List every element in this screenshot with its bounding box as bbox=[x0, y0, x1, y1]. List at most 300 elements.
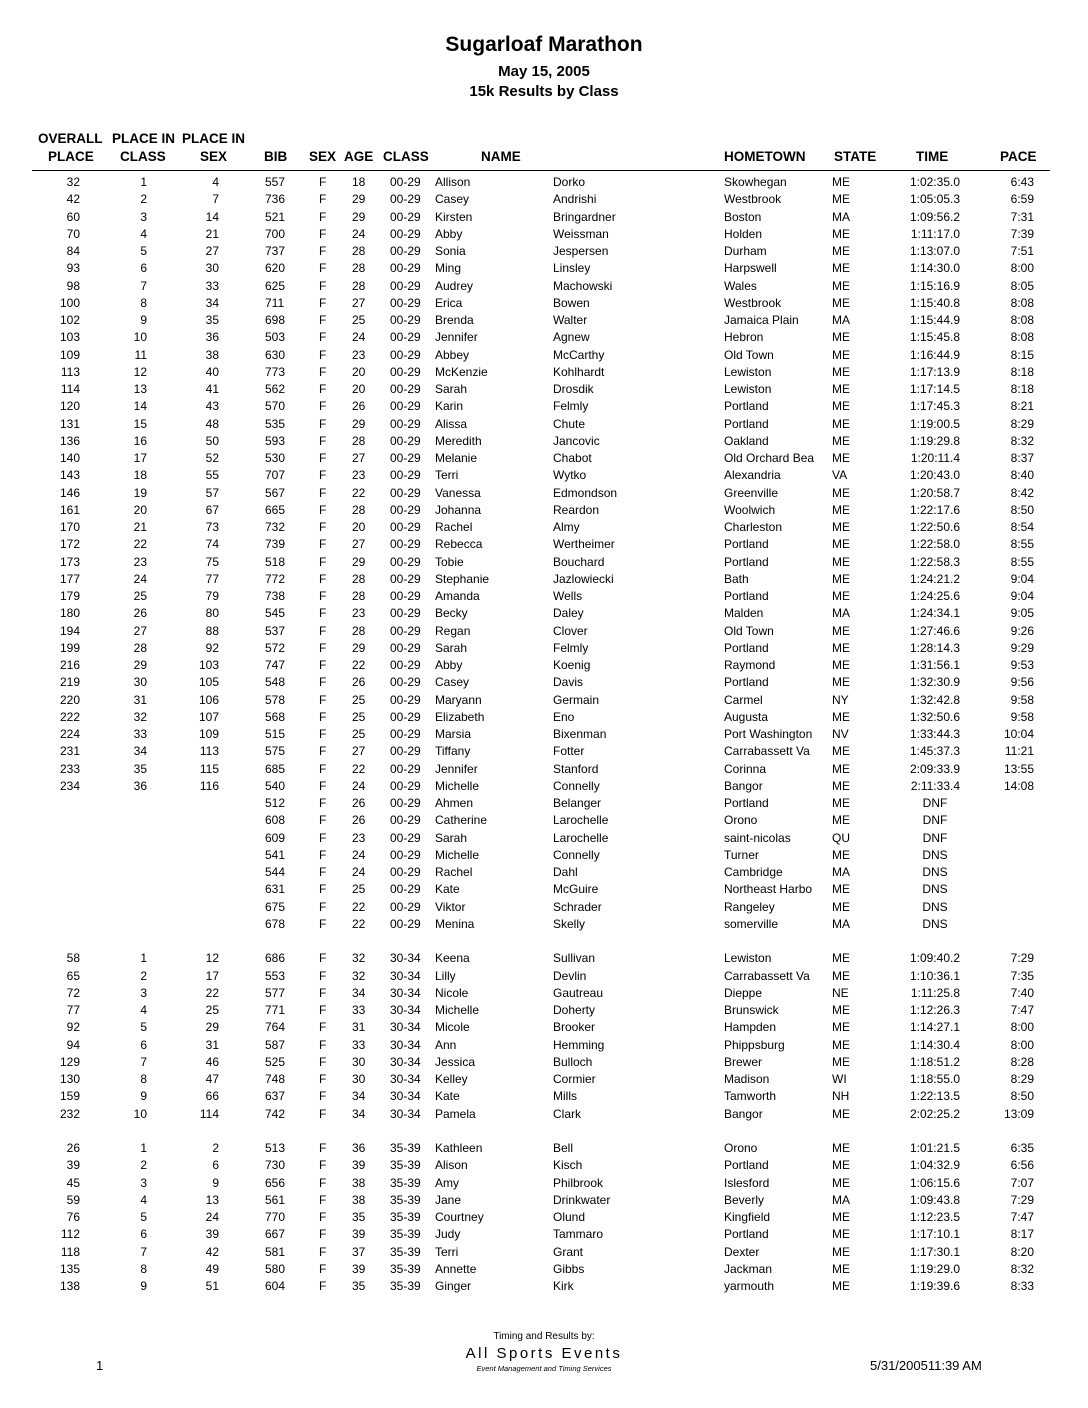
cell-class-place: 9 bbox=[140, 313, 147, 327]
cell-class: 00-29 bbox=[390, 468, 421, 483]
cell-class: 35-39 bbox=[390, 1227, 421, 1242]
cell-hometown: Corinna bbox=[724, 761, 767, 776]
cell-pace: 8:00 bbox=[1010, 261, 1034, 276]
cell-age: 39 bbox=[352, 1261, 366, 1276]
table-row bbox=[0, 1140, 1088, 1157]
cell-hometown: Carmel bbox=[724, 692, 763, 707]
cell-state: ME bbox=[832, 1003, 850, 1017]
cell-last-name: Drinkwater bbox=[553, 1192, 611, 1207]
cell-first-name: Rachel bbox=[435, 865, 473, 879]
cell-class: 00-29 bbox=[390, 796, 421, 810]
cell-hometown: Jamaica Plain bbox=[724, 313, 799, 327]
cell-class: 00-29 bbox=[390, 640, 421, 655]
cell-age: 24 bbox=[352, 330, 366, 345]
table-row bbox=[0, 1278, 1088, 1295]
cell-first-name: Jennifer bbox=[435, 330, 478, 345]
cell-hometown: Greenville bbox=[724, 485, 779, 500]
cell-sex-place: 88 bbox=[205, 623, 219, 638]
cell-hometown: Portland bbox=[724, 1227, 769, 1242]
cell-bib: 748 bbox=[265, 1072, 286, 1086]
cell-state: NV bbox=[832, 727, 849, 741]
cell-state: ME bbox=[832, 416, 850, 431]
cell-sex: F bbox=[319, 589, 327, 603]
cell-age: 18 bbox=[352, 175, 366, 189]
cell-class-place: 9 bbox=[140, 1089, 147, 1104]
cell-class: 00-29 bbox=[390, 571, 421, 586]
cell-first-name: Regan bbox=[435, 623, 471, 638]
cell-class-place: 1 bbox=[140, 951, 147, 966]
cell-last-name: Bell bbox=[553, 1141, 574, 1155]
cell-sex-place: 50 bbox=[205, 433, 219, 448]
cell-overall-place: 113 bbox=[60, 364, 80, 379]
cell-sex: F bbox=[319, 623, 327, 638]
cell-time: 1:19:00.5 bbox=[909, 416, 960, 431]
cell-first-name: Jane bbox=[435, 1192, 462, 1207]
cell-class: 00-29 bbox=[390, 278, 421, 293]
cell-sex-place: 55 bbox=[205, 468, 219, 483]
cell-last-name: Grant bbox=[553, 1244, 584, 1259]
cell-bib: 503 bbox=[265, 330, 286, 345]
cell-state: ME bbox=[832, 261, 850, 276]
cell-overall-place: 161 bbox=[59, 502, 80, 517]
cell-sex-place: 52 bbox=[205, 451, 219, 465]
cell-first-name: Meredith bbox=[435, 433, 482, 448]
cell-hometown: Dieppe bbox=[724, 985, 763, 1000]
cell-sex-place: 107 bbox=[198, 709, 219, 724]
cell-pace: 8:08 bbox=[1010, 295, 1034, 310]
cell-class: 00-29 bbox=[390, 813, 421, 828]
cell-overall-place: 180 bbox=[59, 606, 80, 621]
cell-bib: 771 bbox=[265, 1003, 286, 1017]
cell-hometown: Turner bbox=[724, 847, 759, 862]
cell-first-name: Sonia bbox=[435, 244, 466, 258]
cell-last-name: Tammaro bbox=[553, 1227, 604, 1242]
cell-age: 27 bbox=[352, 451, 366, 465]
cell-age: 29 bbox=[352, 640, 366, 655]
table-row bbox=[0, 329, 1088, 346]
cell-first-name: Tobie bbox=[435, 554, 464, 569]
cell-sex-place: 24 bbox=[205, 1210, 219, 1224]
cell-class: 30-34 bbox=[390, 1054, 421, 1069]
cell-overall-place: 118 bbox=[60, 1244, 80, 1259]
table-row bbox=[0, 364, 1088, 381]
cell-last-name: Gibbs bbox=[553, 1261, 585, 1276]
cell-class: 35-39 bbox=[390, 1244, 421, 1259]
cell-first-name: Kelley bbox=[435, 1072, 468, 1086]
cell-class-place: 2 bbox=[140, 1158, 147, 1173]
cell-first-name: Lilly bbox=[435, 968, 456, 983]
cell-sex: F bbox=[319, 847, 327, 862]
cell-overall-place: 234 bbox=[59, 778, 80, 793]
cell-sex: F bbox=[319, 226, 327, 241]
cell-sex: F bbox=[319, 1037, 327, 1052]
cell-first-name: Erica bbox=[435, 295, 463, 310]
cell-overall-place: 220 bbox=[59, 692, 80, 707]
cell-state: ME bbox=[832, 1020, 850, 1035]
cell-hometown: Cambridge bbox=[724, 865, 783, 879]
header-sex-place: SEX bbox=[200, 149, 228, 164]
cell-age: 25 bbox=[352, 882, 366, 897]
cell-first-name: Melanie bbox=[435, 451, 478, 465]
table-row bbox=[0, 709, 1088, 726]
table-row bbox=[0, 174, 1088, 191]
cell-sex-place: 109 bbox=[198, 727, 219, 741]
cell-overall-place: 120 bbox=[59, 399, 80, 414]
cell-sex-place: 79 bbox=[205, 589, 219, 603]
page-title: Sugarloaf Marathon bbox=[445, 33, 643, 56]
cell-sex: F bbox=[319, 1089, 327, 1104]
cell-class-place: 26 bbox=[133, 606, 147, 621]
cell-first-name: Audrey bbox=[435, 278, 474, 293]
cell-age: 24 bbox=[352, 847, 366, 862]
cell-last-name: Fotter bbox=[553, 744, 585, 759]
cell-age: 35 bbox=[352, 1210, 366, 1224]
cell-pace: 8:32 bbox=[1010, 433, 1034, 448]
cell-sex-place: 21 bbox=[205, 226, 219, 241]
cell-sex-place: 92 bbox=[205, 640, 219, 655]
table-row bbox=[0, 467, 1088, 484]
cell-overall-place: 26 bbox=[66, 1141, 80, 1155]
cell-sex: F bbox=[319, 1279, 327, 1293]
cell-first-name: Judy bbox=[435, 1227, 461, 1242]
cell-sex: F bbox=[319, 658, 327, 672]
cell-class: 00-29 bbox=[390, 623, 421, 638]
cell-age: 34 bbox=[352, 1106, 366, 1121]
cell-pace: 9:53 bbox=[1010, 658, 1034, 672]
cell-hometown: Islesford bbox=[724, 1175, 770, 1190]
cell-state: VA bbox=[832, 468, 848, 483]
cell-hometown: Portland bbox=[724, 537, 769, 552]
cell-age: 28 bbox=[352, 433, 366, 448]
cell-time: DNS bbox=[922, 865, 948, 879]
cell-class: 00-29 bbox=[390, 502, 421, 517]
cell-first-name: Courtney bbox=[435, 1210, 484, 1224]
cell-time: 1:15:45.8 bbox=[909, 330, 960, 345]
table-row bbox=[0, 571, 1088, 588]
page-subtitle: 15k Results by Class bbox=[469, 83, 619, 100]
cell-time: DNS bbox=[922, 916, 948, 931]
cell-overall-place: 130 bbox=[59, 1072, 80, 1086]
cell-state: ME bbox=[832, 778, 850, 793]
table-row bbox=[0, 1054, 1088, 1071]
cell-last-name: Philbrook bbox=[553, 1175, 604, 1190]
cell-hometown: somerville bbox=[724, 916, 779, 931]
cell-bib: 580 bbox=[265, 1261, 286, 1276]
cell-sex-place: 6 bbox=[212, 1158, 219, 1173]
cell-pace: 8:55 bbox=[1010, 554, 1034, 569]
table-row bbox=[0, 605, 1088, 622]
cell-bib: 530 bbox=[265, 451, 286, 465]
table-row bbox=[0, 847, 1088, 864]
cell-time: DNF bbox=[922, 813, 948, 828]
cell-sex: F bbox=[319, 1106, 327, 1121]
cell-state: ME bbox=[832, 1227, 850, 1242]
cell-class-place: 20 bbox=[133, 502, 147, 517]
cell-hometown: Portland bbox=[724, 640, 769, 655]
cell-state: ME bbox=[832, 1261, 850, 1276]
cell-sex-place: 7 bbox=[212, 192, 219, 207]
cell-state: QU bbox=[832, 830, 850, 845]
cell-sex-place: 114 bbox=[199, 1106, 219, 1121]
cell-last-name: Bouchard bbox=[553, 554, 605, 569]
cell-hometown: saint-nicolas bbox=[724, 830, 791, 845]
cell-overall-place: 102 bbox=[59, 313, 80, 327]
cell-overall-place: 143 bbox=[59, 468, 80, 483]
table-row bbox=[0, 398, 1088, 415]
cell-state: NE bbox=[832, 985, 849, 1000]
table-row bbox=[0, 1192, 1088, 1209]
cell-first-name: Catherine bbox=[435, 813, 488, 828]
footer-timing-label: Timing and Results by: bbox=[493, 1331, 595, 1342]
cell-pace: 6:35 bbox=[1010, 1141, 1034, 1155]
table-row bbox=[0, 726, 1088, 743]
cell-state: ME bbox=[832, 640, 850, 655]
cell-hometown: Jackman bbox=[724, 1261, 773, 1276]
cell-hometown: Portland bbox=[724, 554, 769, 569]
cell-pace: 8:50 bbox=[1010, 1089, 1034, 1104]
cell-state: ME bbox=[832, 589, 850, 603]
cell-hometown: Bangor bbox=[724, 778, 763, 793]
table-row bbox=[0, 761, 1088, 778]
cell-hometown: Kingfield bbox=[724, 1210, 771, 1224]
cell-class-place: 3 bbox=[140, 1175, 147, 1190]
cell-age: 23 bbox=[352, 468, 366, 483]
cell-age: 26 bbox=[352, 675, 366, 690]
cell-age: 30 bbox=[352, 1072, 366, 1086]
cell-class-place: 1 bbox=[140, 1141, 147, 1155]
cell-class: 00-29 bbox=[390, 761, 421, 776]
cell-sex-place: 116 bbox=[199, 778, 219, 793]
cell-sex-place: 9 bbox=[212, 1175, 219, 1190]
cell-sex-place: 30 bbox=[205, 261, 219, 276]
cell-overall-place: 59 bbox=[66, 1192, 80, 1207]
cell-sex: F bbox=[319, 244, 327, 258]
cell-overall-place: 70 bbox=[66, 226, 80, 241]
cell-class: 30-34 bbox=[390, 951, 421, 966]
table-row bbox=[0, 743, 1088, 760]
table-row bbox=[0, 1157, 1088, 1174]
cell-hometown: Lewiston bbox=[724, 364, 772, 379]
table-row bbox=[0, 881, 1088, 898]
cell-pace: 8:08 bbox=[1010, 313, 1034, 327]
cell-class: 00-29 bbox=[390, 658, 421, 672]
cell-class-place: 35 bbox=[133, 761, 147, 776]
cell-state: ME bbox=[832, 1244, 850, 1259]
cell-overall-place: 233 bbox=[59, 761, 80, 776]
cell-age: 31 bbox=[352, 1020, 366, 1035]
cell-sex-place: 38 bbox=[205, 347, 219, 362]
cell-last-name: Agnew bbox=[553, 330, 590, 345]
table-row bbox=[0, 433, 1088, 450]
cell-state: ME bbox=[832, 1210, 850, 1224]
cell-sex-place: 106 bbox=[198, 692, 219, 707]
cell-age: 32 bbox=[352, 951, 366, 966]
cell-pace: 8:21 bbox=[1010, 399, 1034, 414]
table-row bbox=[0, 416, 1088, 433]
cell-state: ME bbox=[832, 399, 850, 414]
cell-pace: 7:29 bbox=[1010, 1192, 1034, 1207]
cell-overall-place: 131 bbox=[59, 416, 80, 431]
cell-last-name: Clark bbox=[553, 1106, 582, 1121]
cell-last-name: Skelly bbox=[553, 916, 586, 931]
cell-bib: 557 bbox=[265, 175, 286, 189]
cell-first-name: Annette bbox=[435, 1261, 477, 1276]
cell-class: 00-29 bbox=[390, 347, 421, 362]
cell-class-place: 25 bbox=[133, 589, 147, 603]
cell-age: 20 bbox=[352, 382, 366, 396]
cell-class: 30-34 bbox=[390, 1072, 421, 1086]
header-bib: BIB bbox=[264, 149, 288, 164]
cell-hometown: Carrabassett Va bbox=[724, 968, 810, 983]
cell-bib: 764 bbox=[265, 1020, 286, 1035]
cell-first-name: Terri bbox=[435, 1244, 459, 1259]
cell-class-place: 34 bbox=[133, 744, 147, 759]
cell-first-name: Ginger bbox=[435, 1279, 472, 1293]
cell-class: 00-29 bbox=[390, 209, 421, 224]
cell-class-place: 16 bbox=[133, 433, 147, 448]
cell-state: ME bbox=[832, 347, 850, 362]
cell-pace: 8:50 bbox=[1010, 502, 1034, 517]
table-row bbox=[0, 260, 1088, 277]
cell-first-name: Michelle bbox=[435, 778, 480, 793]
cell-pace: 9:58 bbox=[1010, 692, 1034, 707]
cell-last-name: Olund bbox=[553, 1210, 586, 1224]
cell-first-name: Pamela bbox=[435, 1106, 476, 1121]
cell-age: 33 bbox=[352, 1003, 366, 1017]
cell-time: 1:17:10.1 bbox=[909, 1227, 960, 1242]
cell-first-name: Kate bbox=[435, 882, 460, 897]
cell-class-place: 10 bbox=[133, 330, 147, 345]
cell-hometown: Old Town bbox=[724, 623, 774, 638]
cell-state: ME bbox=[832, 554, 850, 569]
cell-sex-place: 14 bbox=[205, 209, 219, 224]
cell-overall-place: 58 bbox=[66, 951, 80, 966]
cell-time: 1:22:58.3 bbox=[909, 554, 960, 569]
cell-first-name: Kathleen bbox=[435, 1141, 483, 1155]
cell-sex: F bbox=[319, 744, 327, 759]
cell-first-name: Johanna bbox=[435, 502, 482, 517]
cell-sex: F bbox=[319, 433, 327, 448]
cell-class-place: 5 bbox=[140, 1020, 147, 1035]
cell-hometown: Malden bbox=[724, 606, 764, 621]
cell-pace: 8:20 bbox=[1010, 1244, 1034, 1259]
table-row bbox=[0, 657, 1088, 674]
cell-age: 30 bbox=[352, 1054, 366, 1069]
cell-sex: F bbox=[319, 1141, 327, 1155]
cell-pace: 6:59 bbox=[1010, 192, 1034, 207]
cell-class-place: 8 bbox=[140, 1261, 147, 1276]
cell-hometown: Alexandria bbox=[724, 468, 781, 483]
cell-state: ME bbox=[832, 330, 850, 345]
cell-class-place: 18 bbox=[133, 468, 147, 483]
table-row bbox=[0, 1037, 1088, 1054]
cell-class-place: 31 bbox=[133, 692, 147, 707]
cell-state: ME bbox=[832, 295, 850, 310]
cell-bib: 575 bbox=[265, 744, 286, 759]
cell-sex: F bbox=[319, 416, 327, 431]
cell-class: 00-29 bbox=[390, 847, 421, 862]
cell-state: ME bbox=[832, 761, 850, 776]
cell-time: 1:01:21.5 bbox=[909, 1141, 960, 1155]
cell-bib: 515 bbox=[265, 727, 286, 741]
cell-overall-place: 135 bbox=[59, 1261, 80, 1276]
cell-last-name: Dahl bbox=[553, 865, 578, 879]
cell-class: 30-34 bbox=[390, 1003, 421, 1017]
cell-first-name: Jennifer bbox=[435, 761, 478, 776]
table-row bbox=[0, 1019, 1088, 1036]
cell-first-name: Casey bbox=[435, 192, 470, 207]
cell-sex-place: 51 bbox=[205, 1279, 219, 1293]
cell-state: ME bbox=[832, 226, 850, 241]
cell-sex: F bbox=[319, 1054, 327, 1069]
cell-age: 24 bbox=[352, 778, 366, 793]
cell-first-name: Karin bbox=[435, 399, 464, 414]
cell-sex: F bbox=[319, 399, 327, 414]
cell-overall-place: 199 bbox=[59, 640, 80, 655]
cell-time: 1:09:43.8 bbox=[909, 1192, 960, 1207]
cell-class-place: 29 bbox=[133, 658, 147, 672]
cell-sex: F bbox=[319, 830, 327, 845]
cell-class: 00-29 bbox=[390, 830, 421, 845]
header-class-place: CLASS bbox=[120, 149, 166, 164]
cell-age: 27 bbox=[352, 744, 366, 759]
cell-time: 1:32:50.6 bbox=[909, 709, 960, 724]
cell-age: 29 bbox=[352, 416, 366, 431]
cell-bib: 581 bbox=[265, 1244, 286, 1259]
cell-age: 22 bbox=[352, 658, 366, 672]
cell-first-name: Sarah bbox=[435, 830, 468, 845]
cell-hometown: Harpswell bbox=[724, 261, 777, 276]
cell-overall-place: 146 bbox=[59, 485, 80, 500]
cell-sex: F bbox=[319, 916, 327, 931]
cell-hometown: Augusta bbox=[724, 709, 769, 724]
table-row bbox=[0, 1002, 1088, 1019]
cell-sex-place: 40 bbox=[205, 364, 219, 379]
cell-bib: 625 bbox=[265, 278, 286, 293]
cell-pace: 8:17 bbox=[1010, 1227, 1034, 1242]
cell-age: 24 bbox=[352, 226, 366, 241]
cell-first-name: Tiffany bbox=[435, 744, 471, 759]
cell-class-place: 22 bbox=[133, 537, 147, 552]
table-row bbox=[0, 968, 1088, 985]
cell-first-name: Abby bbox=[435, 226, 463, 241]
cell-hometown: Hampden bbox=[724, 1020, 777, 1035]
cell-overall-place: 177 bbox=[59, 571, 80, 586]
cell-sex: F bbox=[319, 520, 327, 534]
cell-bib: 742 bbox=[265, 1106, 286, 1121]
cell-time: 1:12:23.5 bbox=[909, 1210, 960, 1224]
cell-age: 34 bbox=[352, 985, 366, 1000]
cell-sex: F bbox=[319, 347, 327, 362]
cell-sex-place: 12 bbox=[205, 951, 219, 966]
cell-age: 28 bbox=[352, 261, 366, 276]
cell-bib: 667 bbox=[265, 1227, 286, 1242]
cell-pace: 8:54 bbox=[1010, 520, 1034, 534]
cell-overall-place: 109 bbox=[59, 347, 80, 362]
cell-state: MA bbox=[832, 1192, 850, 1207]
cell-age: 25 bbox=[352, 692, 366, 707]
cell-sex: F bbox=[319, 313, 327, 327]
cell-pace: 9:26 bbox=[1010, 623, 1034, 638]
cell-sex: F bbox=[319, 175, 327, 189]
cell-hometown: Durham bbox=[724, 244, 767, 258]
cell-overall-place: 179 bbox=[59, 589, 80, 603]
cell-pace: 10:04 bbox=[1003, 727, 1034, 741]
cell-sex: F bbox=[319, 865, 327, 879]
cell-class-place: 7 bbox=[140, 1244, 147, 1259]
cell-state: ME bbox=[832, 1279, 850, 1293]
cell-class: 30-34 bbox=[390, 1106, 421, 1121]
